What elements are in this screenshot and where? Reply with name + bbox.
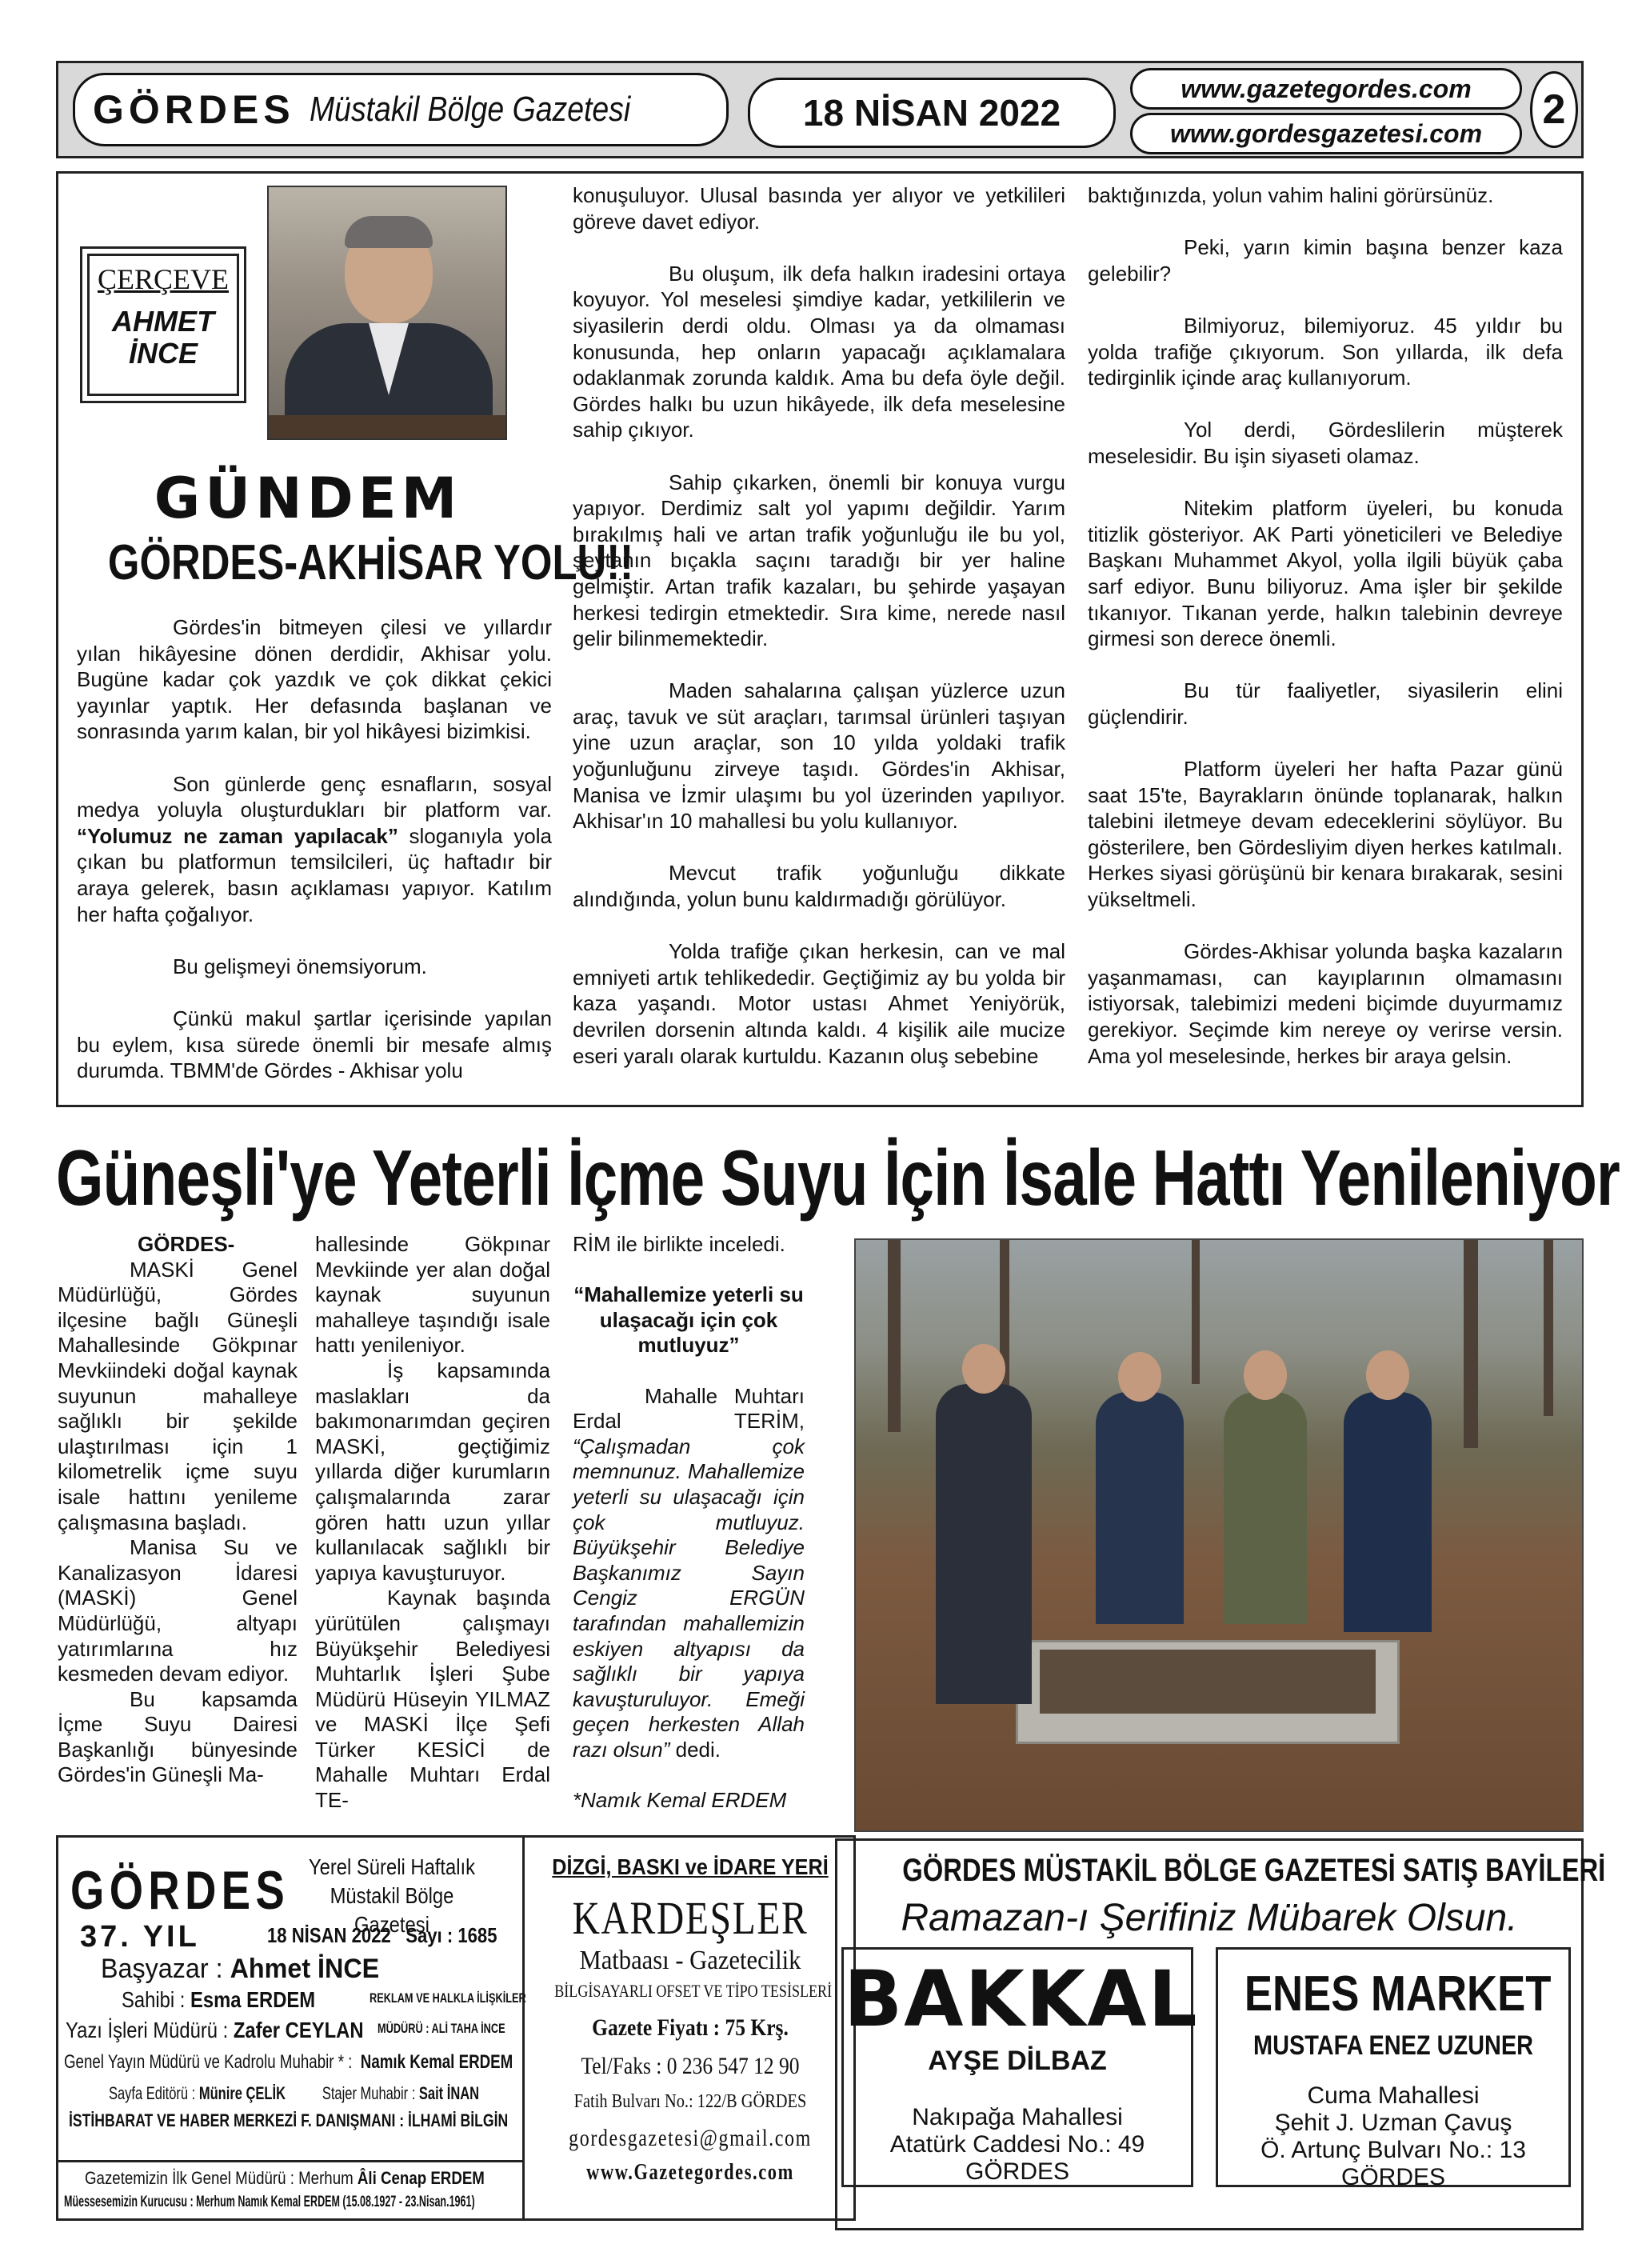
vendor-address: Cuma Mahallesi [1307,2082,1480,2109]
paragraph: Sahip çıkarken, önemli bir konuya vurgu yapıyor. Derdimiz salt yol yapımı değildir. Yarım bırakılmış hali ve artan trafik yoğunluğu ile bu yol, şeytanın bıçakla saçını taradığı bir yer haline gelmiştir. Artan trafik kazaları, bu şehirde yaşayan herkesi tedirgin etmektedir. Sıra kime, nerede nasıl gelir bilinmemektedir. [573,470,1065,651]
website-link-1[interactable]: www.gazetegordes.com [1130,68,1522,110]
paragraph: Son günlerde genç esnafların, sosyal medya yoluyla oluşturdukları bir platform var. “Yolumuz ne zaman yapılacak” sloganıyla yola çıkan bu platformun temsilcileri, üç haftadır bir araya gelerek, basın açıklaması yapıyor. Katılım her hafta çoğalıyor. [77,771,552,926]
column-headline: GÖRDES-AKHİSAR YOLU!! [107,535,634,590]
paragraph: Maden sahalarına çalışan yüzlerce uzun araç, tavuk ve süt araçları, tarımsal ürünleri taşıyan yine uzun araçlar, son 10 yılda yoldaki trafik yoğunluğunu zirveye taşıdı. Gördes'in Akhisar, Manisa ve İzmir ulaşımı bu yol üzerinden yapılıyor. Akhisar'ın 10 mahallesi bu yolu kullanıyor. [573,678,1065,834]
vendor-name: ENES MARKET [1244,1966,1552,2022]
paragraph: Manisa Su ve Kanalizasyon İdaresi (MASKİ) Genel Müdürlüğü, altyapı yatırımlarına hız kesmeden devam ediyor. [58,1535,298,1686]
email-link[interactable]: gordesgazetesi@gmail.com [569,2125,812,2151]
paragraph: Yol derdi, Gördeslilerin müşterek meselesidir. Bu işin siyaseti olamaz. [1088,418,1563,468]
brand-title: GÖRDES [93,87,295,132]
imprint-date-issue: 18 NİSAN 2022 Sayı : 1685 [267,1923,497,1947]
vendor-owner: MUSTAFA ENEZ UZUNER [1252,2030,1534,2061]
website-link-2[interactable]: www.gordesgazetesi.com [1130,113,1522,154]
page-number: 2 [1530,71,1578,148]
paragraph: Yolda trafiğe çıkan herkesin, can ve mal emniyeti artık tehlikededir. Geçtiğimiz ay bu yolda bir kaza yaşandı. Motor ustası Ahmet Yeniyörük, devrilen dorsenin altında kaldı. 4 kişilik aile mucize eseri yaralı olarak kurtuldu. Kazanın oluş sebebine [573,939,1065,1068]
phone-fax: Tel/Faks : 0 236 547 12 90 [581,2053,800,2079]
address: Fatih Bulvarı No.: 122/B GÖRDES [573,2091,807,2112]
vendor-enes-market [1216,1947,1571,2190]
article-photo [854,1238,1584,1832]
imprint-intel: İSTİHBARAT VE HABER MERKEZİ F. DANIŞMANI : İLHAMİ BİLGİN [69,2110,509,2130]
vendors-title: GÖRDES MÜSTAKİL BÖLGE GAZETESİ SATIŞ BAYİLERİ [902,1853,1606,1888]
ramadan-greeting: Ramazan-ı Şerifiniz Mübarek Olsun. [901,1897,1518,1939]
vendor-address: Şehit J. Uzman Çavuş [1274,2110,1512,2136]
paragraph: İş kapsamında maslakları da bakımonarımdan geçiren MASKİ, geçtiğimiz yıllarda diğer kurumların çalışmalarında zarar gören hattı uzun yıllar kullanılacak sağlıklı bir yapıya kavuşturuyor. [315,1358,550,1585]
quote: “Çalışmadan çok memnunuz. Mahallemize yeterli su ulaşacağı için çok mutluyuz. Büyükşehir Belediye Başkanımız Sayın Cengiz ERGÜN tarafından mahallemizin eskiyen altyapısı da sağlıklı bir yapıya kavuşturuluyor. Emeği geçen herkesten Allah razı olsun” [573,1434,805,1762]
paragraph: Kaynak başında yürütülen çalışmayı Büyükşehir Belediyesi Muhtarlık İşleri Şube Müdürü Hüseyin YILMAZ ve MASKİ İlçe Şefi Türker KESİCİ de Mahalle Muhtarı Erdal TE- [315,1586,550,1813]
masthead [56,61,1584,158]
vendor-bakkal [841,1947,1199,2187]
print-house-sub: Matbaası - Gazetecilik [579,1946,801,1975]
column-frame-label [80,246,246,403]
paragraph: hallesinde Gökpınar Mevkiinde yer alan doğal kaynak suyunun mahalleye taşındığı isale hattı yenileniyor. [315,1232,550,1358]
imprint-page-editor: Sayfa Editörü : Münire ÇELİK Stajer Muhabir : Sait İNAN [109,2083,480,2103]
paragraph: Platform üyeleri her hafta Pazar günü saat 15'te, Bayrakların önünde toplanarak, halkın talebini iletmeye devam edeceklerini söylüyor. Bu gösterilere, ben Gördesliyim diyen herkes katılmalı. Herkes siyasi görüşünü bir kenara bırakarak, sesini yükseltmeli. [1088,757,1563,912]
vendor-address: GÖRDES [965,2158,1070,2185]
imprint-founder: Müessesemizin Kurucusu : Merhum Namık Kemal ERDEM (15.08.1927 - 23.Nisan.1961) [64,2194,475,2210]
print-house-tech: BİLGİSAYARLI OFSET VE TİPO TESİSLERİ [554,1981,833,2001]
vendor-owner: AYŞE DİLBAZ [928,2046,1107,2076]
vendor-address: Ö. Artunç Bulvarı No.: 13 [1260,2137,1526,2163]
imprint-news-manager: Yazı İşleri Müdürü : Zafer CEYLAN [66,2018,364,2042]
imprint-type: Yerel Süreli Haftalık Müstakil Bölge Gazetesi [308,1854,476,1937]
print-house-title: DİZGİ, BASKI ve İDARE YERİ [552,1854,829,1879]
vendor-address: Nakıpağa Mahallesi [912,2104,1123,2130]
slogan: “Yolumuz ne zaman yapılacak” [77,823,398,848]
column-text-2 [573,182,1065,1069]
article-text-1 [58,1232,298,1788]
section-title: GÜNDEM [154,466,462,531]
vendor-address: GÖRDES [1340,2164,1446,2190]
paragraph: Peki, yarın kimin başına benzer kaza gelebilir? [1088,235,1563,286]
imprint-editor: Başyazar : Ahmet İNCE [101,1954,380,1984]
article-text-3 [573,1232,805,1814]
paragraph: Mahalle Muhtarı Erdal TERİM, “Çalışmadan çok memnunuz. Mahallemize yeterli su ulaşacağı için çok mutluyuz. Büyükşehir Belediye Başkanımız Sayın Cengiz ERGÜN tarafından mahallemizin eskiyen altyapısı da sağlıklı bir yapıya kavuşturuluyor. Emeği geçen herkesten Allah razı olsun” dedi. [573,1383,805,1762]
paragraph: Gördes'in bitmeyen çilesi ve yıllardır yılan hikâyesine dönen derdidir, Akhisar yolu. Bugüne kadar çok yazdık ve çok dikkat çekici yayınlar yaptık. Her defasında başlanan ve sonrasında yarım kalan, bir yol hikâyesi bizimkisi. [77,615,552,744]
imprint-year: 37. YIL [80,1920,200,1954]
paragraph: Bu gelişmeyi önemsiyorum. [173,954,427,978]
paragraph: konuşuluyor. Ulusal basında yer alıyor ve yetkilileri göreve davet ediyor. [573,183,1065,234]
author-first-name: AHMET [112,305,214,338]
issue-date: 18 NİSAN 2022 [748,78,1116,148]
imprint-title: GÖRDES [70,1860,290,1921]
paragraph: Bu oluşum, ilk defa halkın iradesini ortaya koyuyor. Yol meselesi şimdiye kadar, yetkililerin ve siyasilerin derdi oldu. Olması ya da olmaması konusunda, hep onların yapacağı açıklamalara odaklanmak zorunda kaldık. Ama bu defa öyle değil. Gördes halkı bu uzun hikâyede, ilk defa meselesine sahip çıkıyor. [573,261,1065,442]
paragraph: Bilmiyoruz, bilemiyoruz. 45 yıldır bu yolda trafiğe çıkıyorum. Son yıllarda, ilk defa tedirginlik içinde araç kullanıyorum. [1088,313,1563,390]
dateline: GÖRDES- [138,1232,235,1256]
paragraph: Gördes-Akhisar yolunda başka kazaların yaşanmaması, can kayıplarının olmamasını istiyorsak, talebimizi medeni biçimde duyurmamız gerekiyor. Seçimde kim nereye oy verirse versin. Ama yol meselesinde, herkes bir araya gelsin. [1088,939,1563,1068]
vendor-address: Atatürk Caddesi No.: 49 [889,2131,1145,2158]
imprint-owner: Sahibi : Esma ERDEM [122,1987,316,2012]
imprint-pr-manager: MÜDÜRÜ : ALİ TAHA İNCE [378,2021,505,2036]
author-photo [267,186,507,440]
column-text-3 [1088,182,1563,1069]
paragraph: baktığınızda, yolun vahim halini görürsünüz. [1088,183,1494,207]
paragraph: RİM ile birlikte inceledi. [573,1232,785,1256]
frame-title: ÇERÇEVE [97,263,229,295]
article-subhead: “Mahallemize yeterli su ulaşacağı için çok mutluyuz” [573,1282,804,1358]
vendor-name: BAKKAL [844,1954,1199,2044]
brand-subtitle: Müstakil Bölge Gazetesi [309,90,630,129]
paragraph: Çünkü makul şartlar içerisinde yapılan bu eylem, kısa sürede önemli bir mesafe almış durumda. TBMM'de Gördes - Akhisar yolu [77,1006,552,1083]
paragraph: MASKİ Genel Müdürlüğü, Gördes ilçesine bağlı Güneşli Mahallesinde Gökpınar Mevkiindeki doğal kaynak suyunun mahalleye sağlıklı bir şekilde ulaştırılması için 1 kilometrelik içme suyu isale hattını yenileme çalışmasına başladı. [58,1257,298,1534]
imprint-first-gm: Gazetemizin İlk Genel Müdürü : Merhum Âli Cenap ERDEM [85,2168,485,2188]
masthead-brand [73,73,729,146]
paragraph: Nitekim platform üyeleri, bu konuda titizlik gösteriyor. AK Parti yöneticileri ve Belediye Başkanı Muhammet Akyol, yolla ilgili büyük çaba sarf ediyor. Bunu biliyoruz. Ama işler bir şekilde tıkanıyor. Tıkanan yerde, halkın talebinin devreye girmesi son derece önemli. [1088,496,1563,651]
article-text-2 [315,1232,550,1814]
paragraph: Bu kapsamda İçme Suyu Dairesi Başkanlığı bünyesinde Gördes'in Güneşli Ma- [58,1686,298,1787]
column-text-1 [77,614,552,1084]
byline: *Namık Kemal ERDEM [573,1788,787,1813]
imprint-pr-label: REKLAM VE HALKLA İLİŞKİLER [370,1990,526,2006]
paragraph: Mevcut trafik yoğunluğu dikkate alındığında, yolun bunu kaldırmadığı görülüyor. [573,861,1065,912]
paragraph: Bu tür faaliyetler, siyasilerin elini güçlendirir. [1088,678,1563,729]
author-last-name: İNCE [128,337,198,370]
newspaper-price: Gazete Fiyatı : 75 Krş. [592,2014,789,2041]
imprint-general-manager: Genel Yayın Müdürü ve Kadrolu Muhabir * : Namık Kemal ERDEM [64,2051,513,2073]
print-house-name: KARDEŞLER [572,1892,809,1944]
website-link[interactable]: www.Gazetegordes.com [586,2160,794,2185]
article-headline: Güneşli'ye Yeterli İçme Suyu İçin İsale Hattı Yenileniyor [56,1134,1620,1222]
